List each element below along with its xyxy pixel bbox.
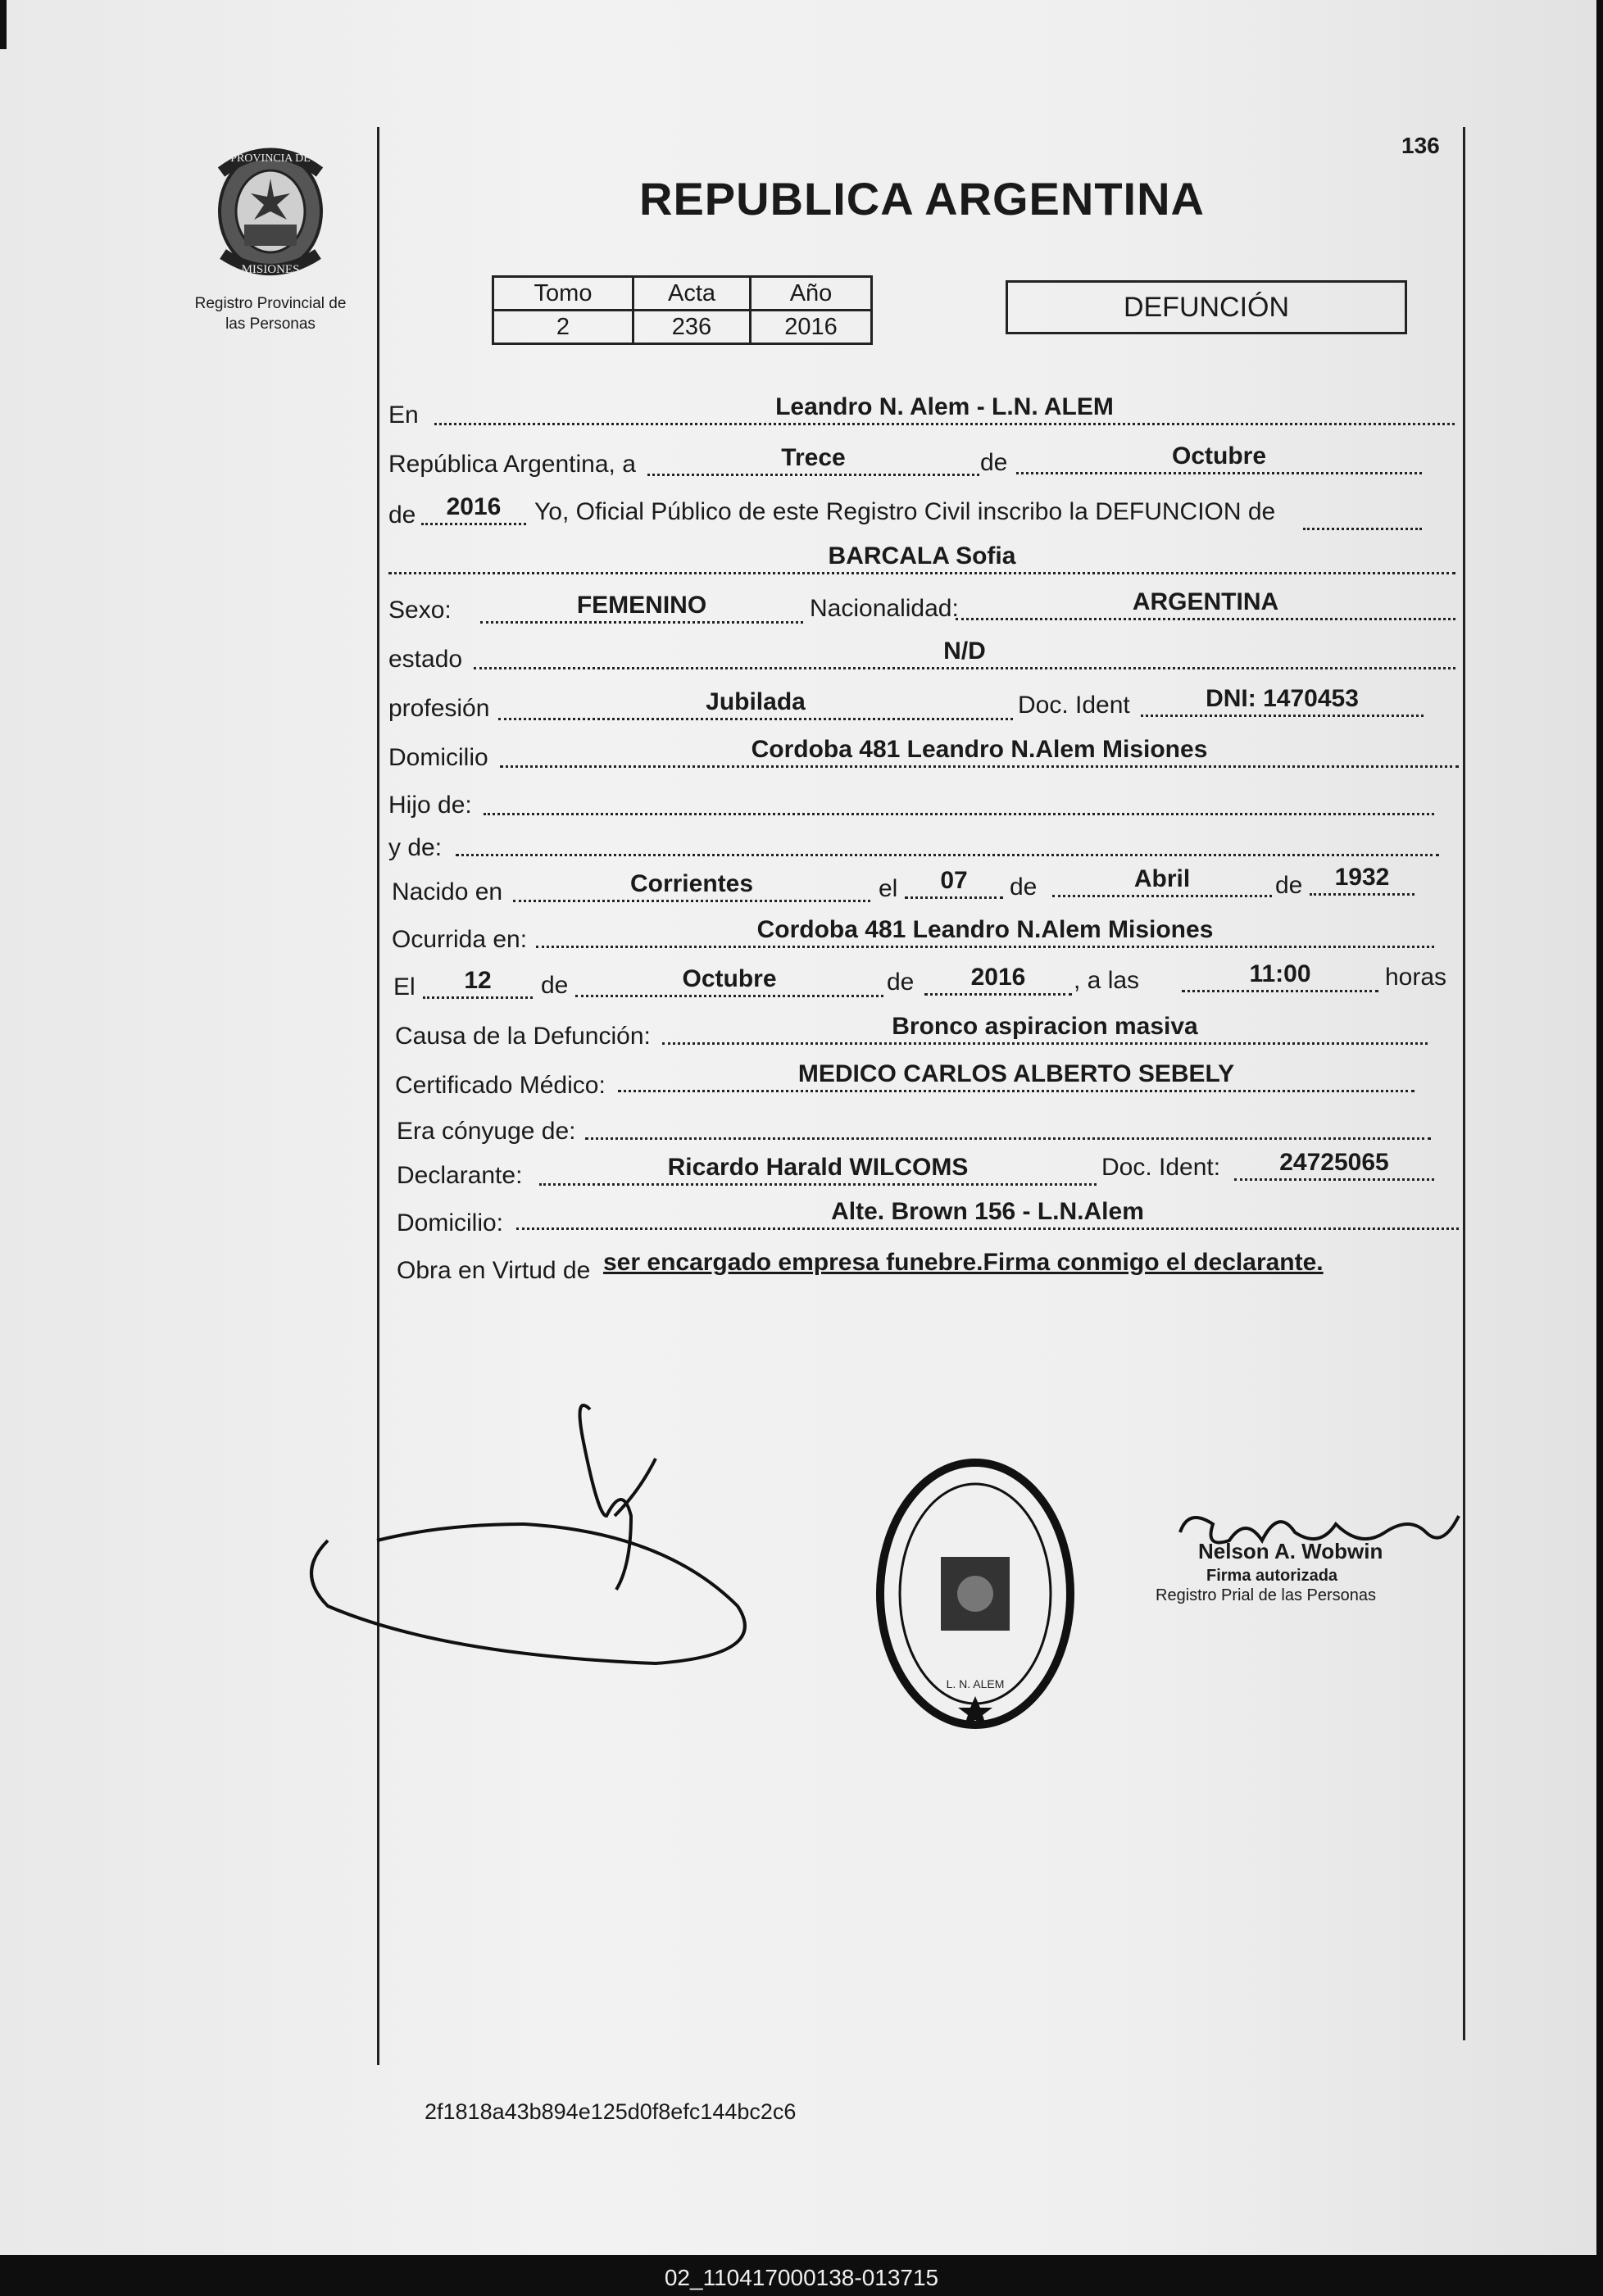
field-blank-1 [1303, 498, 1422, 530]
field-declarante-domicilio: Alte. Brown 156 - L.N.Alem [516, 1198, 1459, 1230]
field-anio: 2016 [421, 493, 526, 525]
field-lugar: Leandro N. Alem - L.N. ALEM [434, 393, 1455, 425]
label-yo: Yo, Oficial Público de este Registro Civil inscribo la DEFUNCION de [534, 498, 1276, 525]
svg-text:MISIONES: MISIONES [241, 263, 300, 276]
field-dia: Trece [647, 444, 979, 476]
field-nac-dia: 07 [905, 867, 1003, 899]
label-causa: Causa de la Defunción: [395, 1023, 651, 1050]
field-y-de [456, 824, 1439, 856]
registry-stamp [869, 1442, 1082, 1745]
record-type-box: DEFUNCIÓN [1006, 280, 1407, 334]
label-doc-ident-2: Doc. Ident: [1101, 1154, 1221, 1181]
left-margin-line [377, 127, 379, 2065]
label-nacionalidad: Nacionalidad: [810, 595, 959, 622]
field-nac-anio: 1932 [1310, 864, 1415, 896]
field-nac-mes: Abril [1052, 865, 1272, 897]
signer-office: Registro Prial de las Personas [1156, 1586, 1377, 1604]
svg-text:PROVINCIA DE: PROVINCIA DE [230, 152, 311, 165]
signer-role: Firma autorizada [1206, 1567, 1338, 1585]
label-domicilio: Domicilio [388, 744, 488, 771]
field-doc-ident: DNI: 1470453 [1141, 685, 1424, 717]
anio-value: 2016 [751, 311, 872, 344]
label-de-4: de [1275, 872, 1303, 899]
field-nombre: BARCALA Sofia [388, 542, 1455, 574]
provincial-seal-icon [205, 139, 336, 279]
label-estado: estado [388, 646, 463, 673]
label-conyuge: Era cónyuge de: [397, 1118, 576, 1145]
label-profesion: profesión [388, 695, 490, 722]
field-def-dia: 12 [423, 967, 533, 999]
label-en: En [388, 402, 419, 429]
registry-label [172, 293, 369, 334]
label-nacido-en: Nacido en [392, 878, 503, 905]
acta-value: 236 [633, 311, 751, 344]
page-number: 136 [1401, 133, 1440, 158]
field-sexo: FEMENINO [480, 592, 803, 624]
field-conyuge [585, 1108, 1431, 1140]
label-certificado: Certificado Médico: [395, 1072, 606, 1099]
field-def-mes: Octubre [575, 965, 883, 997]
label-ocurrida-en: Ocurrida en: [392, 926, 528, 953]
tomo-value: 2 [493, 311, 633, 344]
scan-footer-code: 02_110417000138-013715 [664, 2265, 939, 2290]
label-hijo-de: Hijo de: [388, 792, 472, 819]
authorized-signature [1156, 1500, 1475, 1604]
label-republica: República Argentina, a [388, 451, 636, 478]
document-hash: 2f1818a43b894e125d0f8efc144bc2c6 [425, 2099, 797, 2124]
field-estado: N/D [474, 638, 1455, 669]
label-de-5: de [541, 972, 569, 999]
label-y-de: y de: [388, 834, 443, 861]
field-declarante: Ricardo Harald WILCOMS [539, 1154, 1097, 1186]
label-horas: horas [1385, 964, 1447, 991]
tomo-header: Tomo [493, 277, 633, 311]
field-causa: Bronco aspiracion masiva [662, 1013, 1428, 1045]
field-mes: Octubre [1016, 442, 1422, 474]
registry-label-line2: las Personas [225, 315, 316, 333]
label-de-6: de [887, 969, 915, 996]
anio-header: Año [751, 277, 872, 311]
registry-label-line1: Registro Provincial de [194, 295, 347, 312]
field-hijo-de [484, 783, 1434, 815]
field-nacionalidad: ARGENTINA [956, 588, 1455, 620]
label-de-1: de [980, 449, 1008, 476]
field-def-hora: 11:00 [1182, 960, 1378, 992]
label-de-3: de [1010, 873, 1038, 901]
label-a-las: , a las [1074, 967, 1140, 994]
field-certificado: MEDICO CARLOS ALBERTO SEBELY [618, 1060, 1415, 1092]
label-domicilio-2: Domicilio: [397, 1209, 504, 1236]
label-sexo: Sexo: [388, 597, 452, 624]
label-el-cap: El [393, 973, 416, 1001]
scan-edge-mark [0, 0, 7, 49]
record-table [492, 275, 873, 345]
label-de-2: de [388, 501, 416, 529]
label-el: el [879, 875, 898, 902]
label-declarante: Declarante: [397, 1162, 523, 1189]
field-obra: ser encargado empresa funebre.Firma conmigo el declarante. [603, 1249, 1324, 1276]
field-profesion: Jubilada [498, 688, 1013, 720]
stamp-center-text: L. N. ALEM [946, 1677, 1005, 1690]
signer-name: Nelson A. Wobwin [1198, 1539, 1383, 1563]
label-obra: Obra en Virtud de [397, 1257, 591, 1284]
field-ocurrida-en: Cordoba 481 Leandro N.Alem Misiones [536, 916, 1434, 948]
label-doc-ident: Doc. Ident [1018, 692, 1130, 719]
field-domicilio: Cordoba 481 Leandro N.Alem Misiones [500, 736, 1459, 768]
field-def-anio: 2016 [924, 964, 1072, 996]
acta-header: Acta [633, 277, 751, 311]
right-margin-line [1463, 127, 1465, 2040]
page-title: REPUBLICA ARGENTINA [639, 173, 1205, 225]
official-signature-left [279, 1393, 770, 1704]
field-declarante-doc: 24725065 [1234, 1149, 1434, 1181]
field-nacido-en: Corrientes [513, 870, 870, 902]
